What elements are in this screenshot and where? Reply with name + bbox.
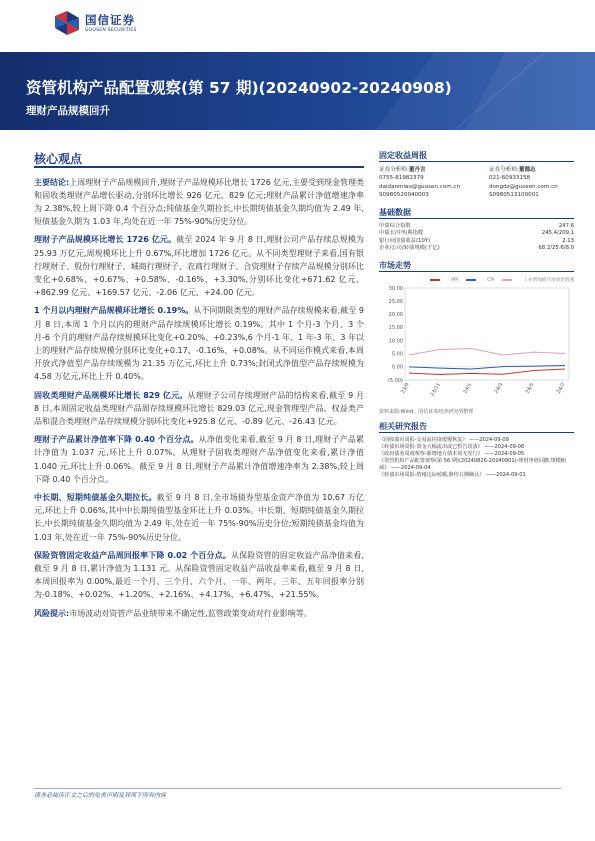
core-paragraph [34,491,364,544]
paragraph-lead: 中长期、短期纯债基金久期拉长。 [34,492,157,502]
basic-data-row [379,245,574,252]
data-value: 247.6 [558,223,574,230]
section-divider [379,161,574,162]
x-tick-label: 24/7 [555,382,567,395]
core-paragraphs [34,176,364,620]
paragraph-body: 市场波动对资管产品业绩带来不确定性,监管政策变动对行业影响等。 [69,608,312,618]
core-views-section [34,150,364,625]
analyst-card [379,166,489,199]
core-views-heading: 核心观点 [34,152,83,166]
analyst-label: 证券分析师: [489,167,519,173]
data-label: 企业/公司/转债规模(千亿) [379,244,440,251]
market-trend-title: 市场走势 [379,261,411,270]
core-paragraph [34,176,364,229]
paragraph-body: 上周理财子产品规模回升,理财子产品规模环比增长 1726 亿元,主要受到现金管理类和固收类理财产品增长驱动,分别环比增长 926 亿元、829 亿元;理财产品累计净值增速净率为 2.38%,较上周下降 0.4 个百分点;纯债基金久期拉长,中长期纯债基金久期均值为 2.49 年,短债基金久期为 1.03 年,均处在近一年 75%-90%历史分位。 [34,177,365,227]
data-value: 245.4/209.1 [541,230,574,237]
guosen-logo-icon [54,10,80,36]
paragraph-body: 从净值变化来看,截至 9 月 8 日,理财子产品累计净值为 1.037 元,环比上升 0.07%。从理财子固收类理财产品净值变化来看,累计净值 1.040 元,环比上升 0.06%。截至 9 月 8 日,理财子产品累计净值增速净率为 2.38%,较上周下降 0.40 个百分点。 [34,435,364,484]
paragraph-lead: 理财子产品累计净值率下降 0.40 个百分点。 [34,435,199,445]
x-tick-label: 23/9 [399,382,411,395]
analyst-card [489,166,574,199]
legend-item [466,278,494,283]
data-label: 中债长/中短期指数 [379,230,424,237]
paragraph-lead: 1 个月以内理财产品规模环比增长 0.19%。 [34,306,194,316]
footer-divider [34,788,561,789]
paragraph-body: 从理财子公司存续理财产品的结构来看,截至 9 月 8 日,本周固定收益类理财产品周存续规模环比增长 829.03 亿元,现金管理型产品、权益类产品和混合类理财产品存续规模分别环比变化+925.8 亿元、-0.89 亿元、-26.43 亿元。 [34,390,364,426]
core-paragraph [34,233,364,299]
footer-disclaimer: 请务必阅读正文之后的免责声明及其项下所有内容 [34,792,167,799]
y-tick-label: 25.00 [388,298,403,305]
basic-data-title: 基础数据 [379,208,411,218]
core-paragraph [34,389,364,429]
analyst-email[interactable]: daidanmiao@guosen.com.cn [379,183,461,190]
y-tick-label: (5.00) [387,377,403,384]
data-label: 中债综合指数 [379,223,411,230]
x-tick-label: 24/5 [524,382,536,395]
x-tick-label: 24/1 [462,382,474,395]
related-report-link[interactable]: 《固收债市周报-交易流拐度缓慢恢复》 ——2024-09-09 [379,437,509,443]
x-tick-label: 23/11 [429,382,442,398]
y-tick-label: 0.00 [391,364,403,371]
paragraph-body: 从保险资管的固定收益产品净值来看,截至 9 月 8 日,累计净值为 1.131 元。从保险资管固定收益产品收益率来看,截至 9 月 8 日,本周回报率为 0.00%,最近一个月、三个月、六个月、一年、两年、三年、五年回报率分别为-0.18%、+0.02%、+1.20%、+2.16%、+4.17%、+6.47%、+21.55%。 [34,550,364,600]
legend-swatch [430,279,440,281]
paragraph-body: 截至 9 月 8 日,全市场债券型基金资产净值为 10.67 万亿元,环比上升 0.06%,其中中长期纯债型基金环比上升 0.03%。中长期、短期纯债基金久期拉长,中长期纯债基金久期均值为 2.49 年,处在近一年 75%-90%历史分位;短期纯债基金均值为 1.03 年,处在近一年 75%-90%历史分位。 [34,492,364,542]
analyst-phone: 021-60933158 [489,175,531,182]
analyst-name: 董丹言 [408,167,426,173]
legend-swatch [502,279,512,281]
market-trend-chart [379,284,574,402]
guosen-logo [54,10,137,36]
data-value: 2.13 [562,237,574,244]
y-tick-label: 5.00 [391,351,403,358]
section-divider [379,432,574,433]
related-reports-title: 相关研究报告 [379,422,427,431]
y-tick-label: 30.00 [388,285,403,292]
report-title: 资管机构产品配置观察(第 57 期)(20240902-20240908) [26,79,452,97]
section-divider [34,166,364,168]
basic-data-row [379,230,574,237]
y-tick-label: 20.00 [388,312,403,319]
analyst-email[interactable]: dongdz@guosen.com.cn [489,183,558,190]
section-divider [379,271,574,272]
data-label: 银行间国债收益(10Y) [379,237,431,244]
section-divider [379,218,574,219]
related-report-link[interactable]: 《政府债务周度观察-新增地方债本周无发行》 ——2024-09-05 [379,451,525,458]
basic-data-table [379,223,574,252]
logo-chinese-name: 国信证券 [85,12,135,27]
related-reports-list [379,437,574,480]
report-subtitle: 理财产品规模回升 [26,105,110,117]
title-banner [0,52,595,130]
related-report-link[interactable]: 《资管机构产品配置观察(第 56 期)(20240826-20240901)-理财净值回撤,规模缩减》 ——2024-09-04 [379,458,566,472]
chart-legend [379,276,574,284]
analyst-cert: S0980520040003 [379,191,429,198]
related-report-link[interactable]: 《转债市场周报-情绪边际转暖,静待右侧确认》 ——2024-09-01 [379,472,526,479]
logo-english-name: GUOSEN SECURITIES [85,27,137,33]
legend-swatch [466,279,476,281]
data-value: 68.2/25.6/8.0 [538,244,574,251]
paragraph-lead: 风险提示: [34,608,70,618]
core-paragraph [34,607,364,620]
y-tick-label: 15.00 [388,325,403,332]
related-report-link[interactable]: 《转债市场周报-资金大幅流出或已暂告段落》 ——2024-09-08 [379,444,525,451]
series-line [409,369,565,375]
core-paragraph [34,549,364,602]
series-line [409,366,565,369]
legend-label: 工业增加值月度同比增速 [523,278,574,283]
report-type: 固定收益周报 [379,151,427,160]
analyst-name: 董德志 [518,167,536,173]
y-tick-label: 10.00 [388,338,403,345]
paragraph-body: 从不同期限类型的理财产品存续规模来看,截至 9 月 8 日,本周 1 个月以内的理财产品存续规模环比增长 0.19%。其中 1 个月-3 个月、3 个月-6 个月的理财产品存续规模环比变化+0.20%、+0.23%,6 个月-1 年、1 年-3 年、3 年以上的理财产品存续规模分别环比变化+0.17、-0.16%、+0.08%。从不同运作模式来看,本周开放式净值型产品存续规模为 21.35 万亿元,环比上升 0.73%;封闭式净值型产品存续规模为 4.58 万亿元,环比上升 0.40%。 [34,306,364,382]
x-tick-label: 24/3 [493,382,505,395]
sidebar [379,150,574,480]
analyst-phone: 0755-81982379 [379,175,424,182]
chart-source: 资料来源:Wind、国信证券经济研究所整理 [379,409,474,415]
core-paragraph [34,304,364,383]
paragraph-lead: 保险资管固定收益产品周回报率下降 0.02 个百分点。 [34,550,231,560]
legend-label: PPI [451,277,459,283]
paragraph-lead: 主要结论: [34,177,70,187]
paragraph-body: 截至 2024 年 9 月 8 日,理财公司产品存续总规模为 25.93 万亿元,周规模环比上升 0.67%,环比增加 1726 亿元。从不同类型理财子来看,国有银行理财子、股份行理财子、城商行理财子、农商行理财子、合资理财子存续产品规模分别环比变化+0.68%、+0.67%、+0.58%、-0.16%、+3.30%,分别环比变化+671.62 亿元、+862.99 亿元、+169.57 亿元、-2.06 亿元、+24.00 亿元。 [34,235,365,298]
paragraph-lead: 固收类理财产品规模环比增长 829 亿元。 [34,390,188,400]
legend-item [502,277,574,283]
paragraph-lead: 理财子产品规模环比增长 1726 亿元。 [34,235,177,245]
analyst-cert: S0980513100001 [489,191,539,198]
legend-label: CPI [487,277,495,283]
analyst-label: 证券分析师: [379,167,409,173]
core-paragraph [34,433,364,486]
basic-data-row [379,238,574,245]
analyst-block [379,166,574,199]
series-line [409,348,565,355]
legend-item [430,278,458,283]
